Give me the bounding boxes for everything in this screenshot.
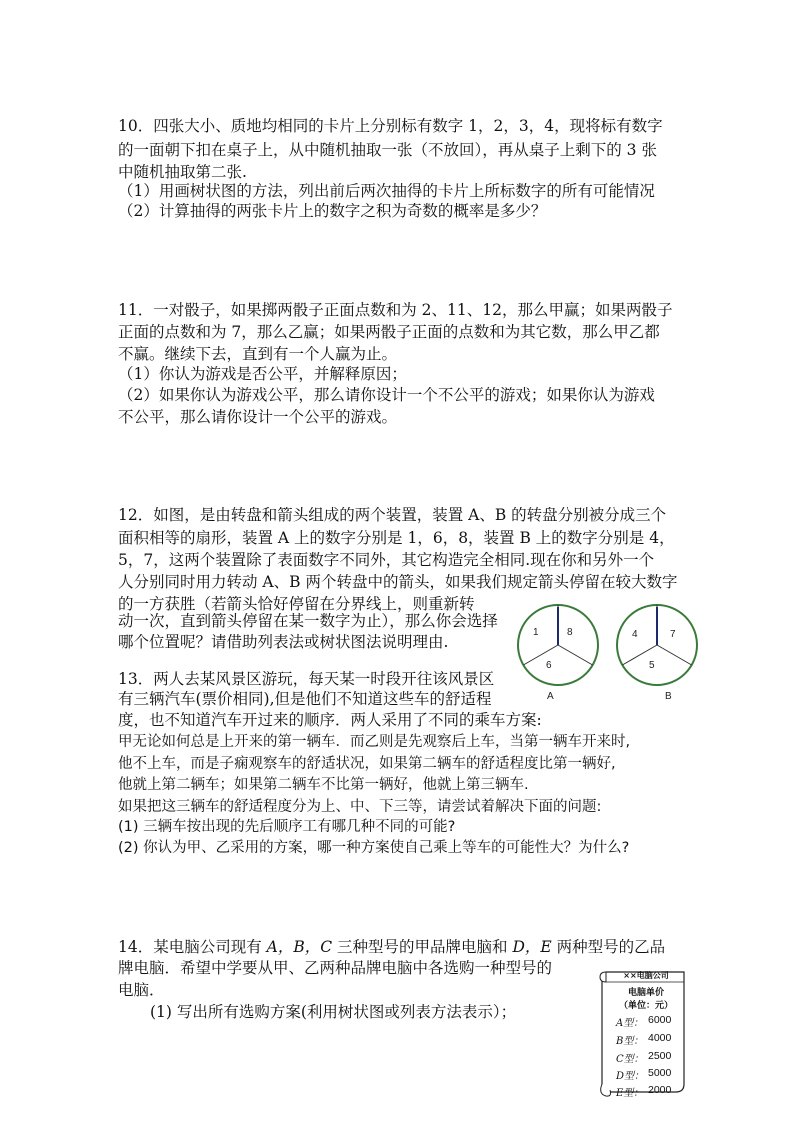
q12-line-3: 5，7，这两个装置除了表面数字不同外，其它构造完全相同.现在你和另外一个 [118, 551, 655, 569]
price-row: D型： 5000 [616, 1067, 672, 1082]
q10-line-4: （1）用画树状图的方法，列出前后两次抽得的卡片上所标数字的所有可能情况 [118, 182, 655, 200]
q13-line-8: (1) 三辆车按出现的先后顺序工有哪几种不同的可能? [118, 819, 456, 835]
q12-line-6: 动一次，直到箭头停留在某一数字为止），那么你会选择 [118, 612, 498, 630]
spinner-b-number-3: 5 [649, 660, 655, 671]
spinner-b-label: B [665, 691, 672, 702]
q10-line-2: 的一面朝下扣在桌子上，从中随机抽取一张（不放回），再从桌子上剩下的 3 张 [118, 141, 657, 159]
spinner-a-label: A [547, 691, 554, 702]
price-row: C型： 2500 [616, 1050, 672, 1065]
q13-line-7: 如果把这三辆车的舒适程度分为上、中、下三等，请尝试着解决下面的问题: [118, 799, 602, 815]
spinner-b-number-1: 4 [632, 629, 638, 640]
q13-line-4: 甲无论如何总是上开来的第一辆车．而乙则是先观察后上车，当第一辆车开来时, [118, 734, 631, 750]
spinner-a-number-1: 1 [533, 627, 539, 638]
q14-line-4: (1) 写出所有选购方案(利用树状图或列表方法表示）； [150, 1003, 517, 1021]
q10-line-1: 10．四张大小、质地均相同的卡片上分别标有数字 1，2，3，4，现将标有数字 [118, 117, 663, 135]
price-row: A型： 6000 [616, 1014, 672, 1029]
q11-line-4: （1）你认为游戏是否公平，并解释原因； [118, 365, 407, 383]
price-row: B型： 4000 [616, 1032, 672, 1047]
spinner-a-number-2: 8 [567, 627, 573, 638]
q12-line-5: 的一方获胜（若箭头恰好停留在分界线上，则重新转 [118, 595, 475, 613]
spinner-a [513, 600, 603, 690]
price-list-scroll [596, 966, 690, 1102]
q14-line-3: 电脑． [118, 981, 165, 999]
q13-line-5: 他不上车，而是子痫观察车的舒适状况，如果第二辆车的舒适程度比第一辆好, [118, 756, 616, 772]
q13-line-9: (2) 你认为甲、乙采用的方案，哪一种方案使自己乘上等车的可能性大？为什么? [118, 840, 630, 856]
spinner-b-number-2: 7 [670, 629, 676, 640]
spinner-a-number-3: 6 [546, 660, 552, 671]
q12-line-2: 面积相等的扇形，装置 A 上的数字分别是 1，6，8，装置 B 上的数字分别是 4， [118, 529, 675, 547]
q10-line-3: 中随机抽取第二张. [118, 163, 247, 181]
q11-line-3: 不赢。继续下去，直到有一个人赢为止。 [118, 345, 398, 363]
q12-line-1: 12．如图，是由转盘和箭头组成的两个装置，装置 A、B 的转盘分别被分成三个 [118, 506, 667, 524]
q13-line-6: 他就上第二辆车；如果第二辆车不比第一辆好，他就上第三辆车. [118, 777, 529, 793]
q11-line-6: 不公平，那么请你设计一个公平的游戏。 [118, 408, 398, 426]
q13-line-3: 度，也不知道汽车开过来的顺序．两人采用了不同的乘车方案: [118, 711, 542, 729]
price-list-unit: （单位：元） [618, 1001, 673, 1011]
q11-line-2: 正面的点数和为 7，那么乙赢；如果两骰子正面的点数和为其它数，那么甲乙都 [118, 323, 660, 341]
q14-line-1: 14．某电脑公司现有 A，B，C 三种型号的甲品牌电脑和 D，E 两种型号的乙品 [118, 938, 666, 956]
price-list-title: 电脑单价 [627, 988, 664, 998]
q10-line-5: （2）计算抽得的两张卡片上的数字之积为奇数的概率是多少？ [118, 202, 547, 220]
q14-line-2: 牌电脑．希望中学要从甲、乙两种品牌电脑中各选购一种型号的 [118, 959, 553, 977]
q11-line-1: 11．一对骰子，如果掷两骰子正面点数和为 2、11、12，那么甲赢；如果两骰子 [118, 301, 673, 319]
q12-line-7: 哪个位置呢？请借助列表法或树状图法说明理由. [118, 633, 449, 651]
price-row: E型： 2000 [616, 1084, 672, 1099]
price-list-header: ××电脑公司 [623, 971, 669, 980]
q11-line-5: （2）如果你认为游戏公平，那么请你设计一个不公平的游戏；如果你认为游戏 [118, 386, 655, 404]
spinner-b [612, 600, 702, 690]
q13-line-1: 13．两人去某风景区游玩，每天某一时段开往该风景区 [118, 670, 495, 688]
q13-line-2: 有三辆汽车(票价相同),但是他们不知道这些车的舒适程 [118, 690, 492, 708]
q12-line-4: 人分别同时用力转动 A、B 两个转盘中的箭头，如果我们规定箭头停留在较大数字 [118, 573, 678, 591]
